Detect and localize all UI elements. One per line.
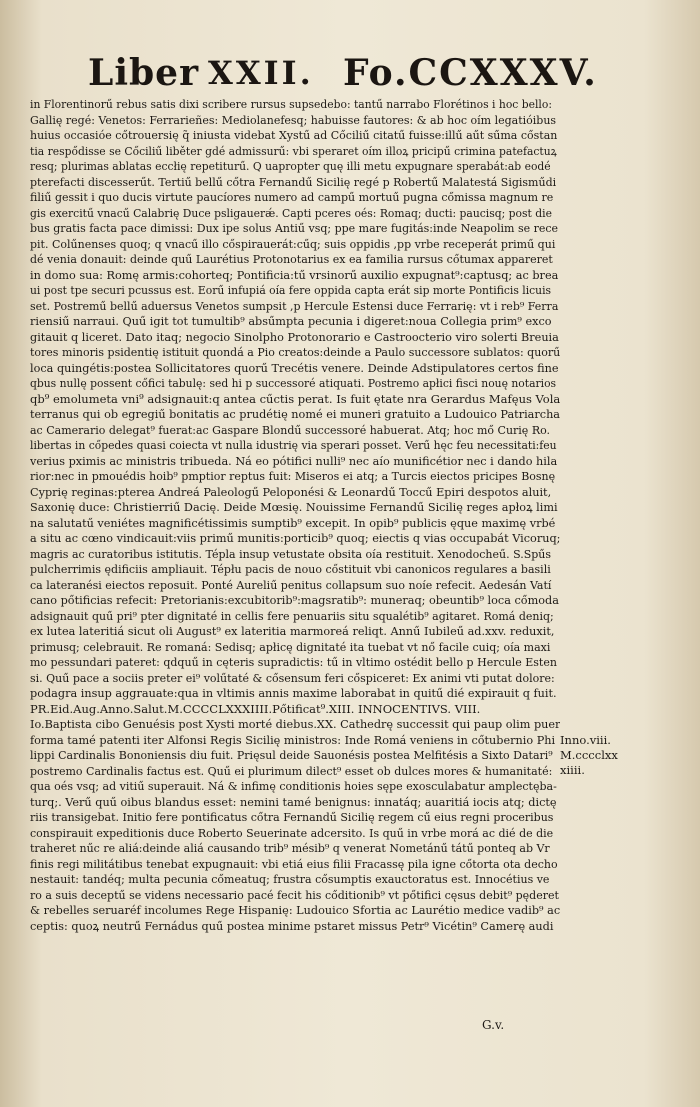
text-line: pulcherrimis ędificiis ampliauit. Tépłu pacis de nouo cőstituit vbi canonicos regulares a basili	[30, 563, 551, 576]
text-line: tores minoris psidentię istituit quondá a Pio creatos:deinde a Paulo successore sublatos: quorű	[30, 346, 560, 359]
text-line: riis transigebat. Initio fere pontificatus cőtra Fernandű Sicilię regem cű eius regni proceribus	[30, 811, 554, 824]
text-line: libertas in cőpedes quasi coiecta vt nulla idustrię via sperari posset. Verű hęc feu necessitati:feu	[30, 439, 557, 452]
text-line: adsignauit quű pri⁹ pter dignitaté in cellis fere penuariis situ squalétib⁹ agitaret. Romá deniq;	[30, 609, 554, 623]
text-line: in Florentinorű rebus satis dixi scribere rursus supsedebo: tantű narrabo Florétinos i hoc bello:	[30, 98, 552, 111]
text-line: mo pessundari pateret: qdquű in cęteris supradictis: tű in vltimo ostédit bello p Hercule Esten	[30, 656, 557, 669]
text-line: ac Camerario delegat⁹ fuerat:ac Gaspare Blondű successoré habuerat. Atq; hoc mő Curię Ro.	[30, 423, 551, 437]
text-line: conspirauit expeditionis duce Roberto Seuerinate adcersito. Is quű in vrbe morá ac dié de die	[30, 826, 554, 840]
text-line: Gallię regé: Venetos: Ferrarieñes: Mediolanefesq; habuisse fautores: & ab hoc oím legatióibus	[30, 113, 557, 127]
text-line: gitauit q liceret. Dato itaq; negocio Sinolpho Protonorario e Castroocterio viro solerti Breuia	[30, 330, 559, 344]
text-line: loca quingétis:postea Sollicitatores quorű Trecétis venere. Deinde Adstipulatores certos fine	[30, 361, 559, 375]
text-line: nestauit: tandéq; multa pecunia cőmeatuq; frustra cősumptis exauctoratus est. Innocétius ve	[30, 873, 550, 886]
text-line: Cyprię reginas:pterea Andreá Paleologű Peloponési & Leonardű Toccű Epiri despotos aluit,	[30, 485, 552, 499]
text-line: & rebelles seruaréf incolumes Rege Hispanię: Ludouico Sfortia ac Laurétio medice vadib⁹ ac	[30, 904, 560, 917]
text-line: verius pximis ac ministris tribueda. Ná eo pótifici nulli⁹ nec aío munificétior nec i dando hila	[30, 454, 558, 468]
text-line: ex lutea lateritiá sicut oli August⁹ ex lateritia marmoreá reliqt. Annű Iubileű ad.xxv. reduxit,	[30, 625, 555, 638]
text-line: finis regi militátibus tenebat expugnauit: vbi etiá eius filii Fracassę pila igne cőtorta ota decho	[30, 857, 558, 871]
text-line: gis exercitű vnacű Calabrię Duce psligauerǽ. Capti pceres oés: Romaq; ducti: paucisq; post die	[30, 206, 552, 220]
text-line: qb⁹ emolumeta vni⁹ adsignauit:q antea cűctis perat. Is fuit ętate nra Gerardus Mafęus Vola	[30, 391, 560, 406]
marginal-note-line: Inno.viii.	[560, 733, 611, 747]
signature-mark: G.v.	[482, 1018, 505, 1032]
text-line: terranus qui ob egregiű bonitatis ac prudétię nomé ei muneri gratuito a Ludouico Patriarcha	[30, 408, 560, 421]
text-line: resq; plurimas ablatas eccłię repetiturű. Q uapropter quę illi metu expugnare sperabát:ab eodé	[30, 160, 551, 173]
text-line: qua oés vsq; ad vitiű superauit. Ná & infimę conditionis hoies sępe exosculabatur amplectęba-	[30, 780, 557, 793]
running-header	[88, 52, 598, 98]
text-line: a situ ac cœno vindicauit:viis primű munitis:porticib⁹ quoq; eiectis q vias occupabát Vicoruq;	[30, 532, 560, 545]
text-line: podagra insup aggrauate:qua in vltimis annis maxime laborabat in quitű dié expirauit q fuit.	[30, 687, 557, 700]
text-line: pterefacti discesserűt. Tertiű bellű cőtra Fernandű Sicilię regé p Robertű Malatestá Sigisműdi	[30, 175, 557, 189]
marginal-note-line: M.cccclxx	[560, 748, 618, 762]
text-line: huius occasióe cőtrouersię q̃ iniusta videbat Xystű ad Cőciliű citatű fuisse:illű aűt sűma cőstan	[30, 129, 558, 142]
text-line: qbus nullę possent cőfici tabulę: sed hi p successoré atiquati. Postremo apłici fisci nouę notarios	[30, 377, 557, 390]
text-line: forma tamé patenti iter Alfonsi Regis Sicilię ministros: Inde Romá veniens in cőtubernio Phi	[30, 733, 556, 747]
text-line: postremo Cardinalis factus est. Quű ei plurimum dilect⁹ esset ob dulces mores & humanitaté:	[30, 764, 553, 778]
text-line: lippi Cardinalis Bononiensis diu fuit. Prięsul deide Sauonésis postea Melfitésis a Sixto Datari⁹	[30, 749, 553, 762]
marginal-note	[560, 733, 640, 778]
text-line: si. Quű pace a sociis preter ei⁹ volűtaté & cősensum feri cőspiceret: Ex animi vti putat dolore:	[30, 671, 555, 685]
text-line: in domo sua: Romę armis:cohorteq; Pontificia:tű vrsinorű auxilio expugnat⁹:captusq; ac brea	[30, 268, 559, 282]
header-book-number: XXII.	[208, 54, 314, 92]
text-line: rior:nec in pmouédis hoib⁹ pmptior reptus fuit: Miseros ei atq; a Turcis eiectos pricipes Bosnę	[30, 470, 556, 483]
text-line: filiű gessit i quo ducis virtute paucíores numero ad campű mortuű pugna cőmissa magnum re	[30, 191, 554, 204]
text-line: dé venia donauit: deinde quű Laurétius Protonotarius ex ea familia rursus cőtumax appareret	[30, 253, 553, 266]
text-line: pit. Colűnenses quoq; q vnacű illo cőspirauerát:cűq; suis oppidis ,pp vrbe receperát primű qui	[30, 237, 556, 251]
text-line: na salutatű veniétes magnificétissimis sumptib⁹ excepit. In opib⁹ publicis ęque maximę vrbé	[30, 516, 556, 530]
text-line: ca lateranési eiectos reposuit. Ponté Aureliű penitus collapsum suo noíe refecit. Aedesán Vatí	[30, 578, 552, 592]
text-line: traheret nűc re aliá:deinde aliá causando trib⁹ mésib⁹ q venerat Nometánű tátű ponteq ab Vr	[30, 842, 550, 855]
text-line: ceptis: quoꝝ neutrű Fernádus quű postea minime pstaret missus Petr⁹ Vicétin⁹ Camerę audi	[30, 919, 554, 933]
text-line: Saxonię duce: Christierriű Dacię. Deide Mœsię. Nouissime Fernandű Sicilię reges apłoꝝ limi	[30, 501, 558, 514]
text-line: primusq; celebrauit. Re romaná: Sedisq; apłicę dignitaté ita tuebat vt nő facile cuiq; oía maxi	[30, 640, 551, 654]
text-line: tia respődisse se Cőciliű liběter gdé admissurű: vbi speraret oím illoꝝ pricipű crimina patefactuꝝ	[30, 144, 557, 158]
text-line: PR.Eid.Aug.Anno.Salut.M.CCCCLXXXIIII.Pőtificat⁹.XIII. INNOCENTIVS. VIII.	[30, 701, 481, 716]
header-folio: Fo.CCXXXV.	[343, 52, 598, 94]
text-line: riensiű narraui. Quű igit tot tumultib⁹ absűmpta pecunia i digeret:noua Collegia prim⁹ exco	[30, 315, 552, 328]
text-line: ro a suis deceptű se videns necessario pacé fecit his cőditionib⁹ vt pőtifici cęsus debit⁹ pęderet	[30, 888, 559, 902]
header-liber: Liber	[88, 52, 200, 94]
text-line: magris ac curatoribus istitutis. Tépla insup vetustate obsita oía restituit. Xenodocheű. S.Spűs	[30, 547, 552, 561]
text-line: bus gratis facta pace dimissi: Dux ipe solus Antiű vsq; ppe mare fugitás:inde Neapolim se rece	[30, 222, 559, 235]
main-text-block	[30, 97, 560, 934]
marginal-note-line: xiiii.	[560, 763, 585, 777]
text-line: set. Postremű bellű aduersus Venetos sumpsit ,p Hercule Estensi duce Ferrarię: vt i reb⁹ Ferra	[30, 299, 559, 313]
text-line: ui post tpe securi pcussus est. Eorű infupiá oía fere oppida capta erát sip morte Pontificis licuis	[30, 284, 552, 297]
text-line: Io.Baptista cibo Genuésis post Xysti morté diebus.XX. Cathedrę successit qui paup olim puer	[30, 718, 560, 731]
text-line: cano pőtificias refecit: Pretorianis:excubitorib⁹:magsratib⁹: muneraq; obeuntib⁹ loca cőmoda	[30, 594, 559, 607]
text-line: turq;. Verű quű oibus blandus esset: nemini tamé benignus: innatáq; auaritiá iocis atq; dictę	[30, 795, 557, 809]
